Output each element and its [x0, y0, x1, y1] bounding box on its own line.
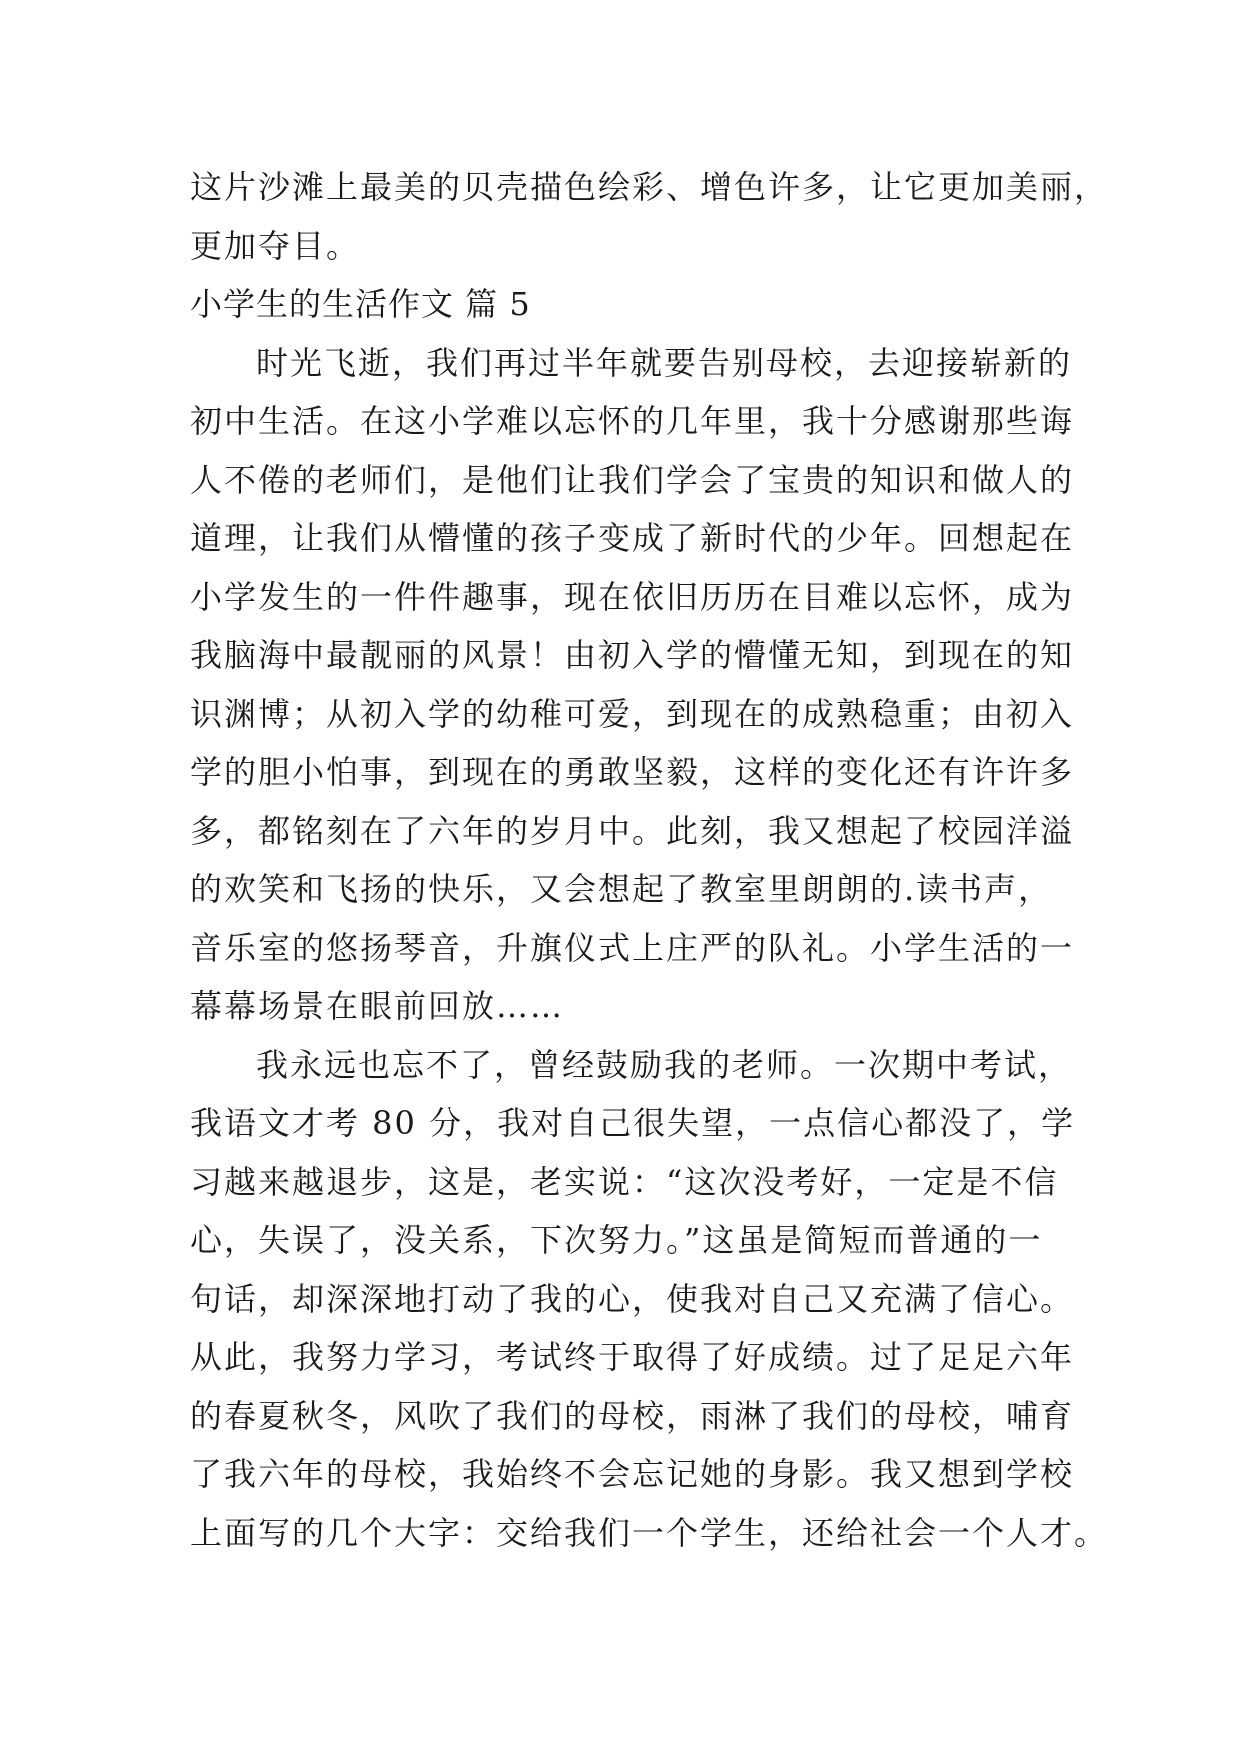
- paragraph-first-line: 时光飞逝，我们再过半年就要告别母校，去迎接崭新的: [256, 344, 1073, 382]
- text-line: 幕幕场景在眼前回放……: [190, 987, 565, 1025]
- text-line: 上面写的几个大字：交给我们一个学生，还给社会一个人才。: [190, 1514, 1109, 1552]
- text-line: 学的胆小怕事，到现在的勇敢坚毅，这样的变化还有许许多: [190, 753, 1075, 791]
- text-line: 了我六年的母校，我始终不会忘记她的身影。我又想到学校: [190, 1455, 1075, 1493]
- paragraph-first-line: 我永远也忘不了，曾经鼓励我的老师。一次期中考试，: [256, 1046, 1073, 1084]
- text-line: 我脑海中最靓丽的风景！由初入学的懵懂无知，到现在的知: [190, 636, 1075, 674]
- text-line: 多，都铭刻在了六年的岁月中。此刻，我又想起了校园洋溢: [190, 812, 1075, 850]
- text-line: 的欢笑和飞扬的快乐，又会想起了教室里朗朗的.读书声，: [190, 870, 1053, 908]
- text-line: 这片沙滩上最美的贝壳描色绘彩、增色许多，让它更加美丽，: [190, 168, 1109, 206]
- text-line: 的春夏秋冬，风吹了我们的母校，雨淋了我们的母校，哺育: [190, 1397, 1075, 1435]
- text-line: 道理，让我们从懵懂的孩子变成了新时代的少年。回想起在: [190, 519, 1075, 557]
- text-line: 更加夺目。: [190, 227, 361, 265]
- text-line: 我语文才考 80 分，我对自己很失望，一点信心都没了，学: [190, 1104, 1076, 1142]
- section-heading: 小学生的生活作文 篇 5: [190, 285, 531, 323]
- text-line: 习越来越退步，这是，老实说：“这次没考好，一定是不信: [190, 1163, 1059, 1201]
- text-line: 初中生活。在这小学难以忘怀的几年里，我十分感谢那些诲: [190, 402, 1075, 440]
- text-line: 识渊博；从初入学的幼稚可爱，到现在的成熟稳重；由初入: [190, 695, 1075, 733]
- text-line: 小学发生的一件件趣事，现在依旧历历在目难以忘怀，成为: [190, 578, 1075, 616]
- text-line: 音乐室的悠扬琴音，升旗仪式上庄严的队礼。小学生活的一: [190, 929, 1075, 967]
- text-line: 人不倦的老师们，是他们让我们学会了宝贵的知识和做人的: [190, 461, 1075, 499]
- text-line: 从此，我努力学习，考试终于取得了好成绩。过了足足六年: [190, 1338, 1075, 1376]
- text-line: 句话，却深深地打动了我的心，使我对自己又充满了信心。: [190, 1280, 1075, 1318]
- text-line: 心，失误了，没关系，下次努力。”这虽是简短而普通的一: [190, 1221, 1043, 1259]
